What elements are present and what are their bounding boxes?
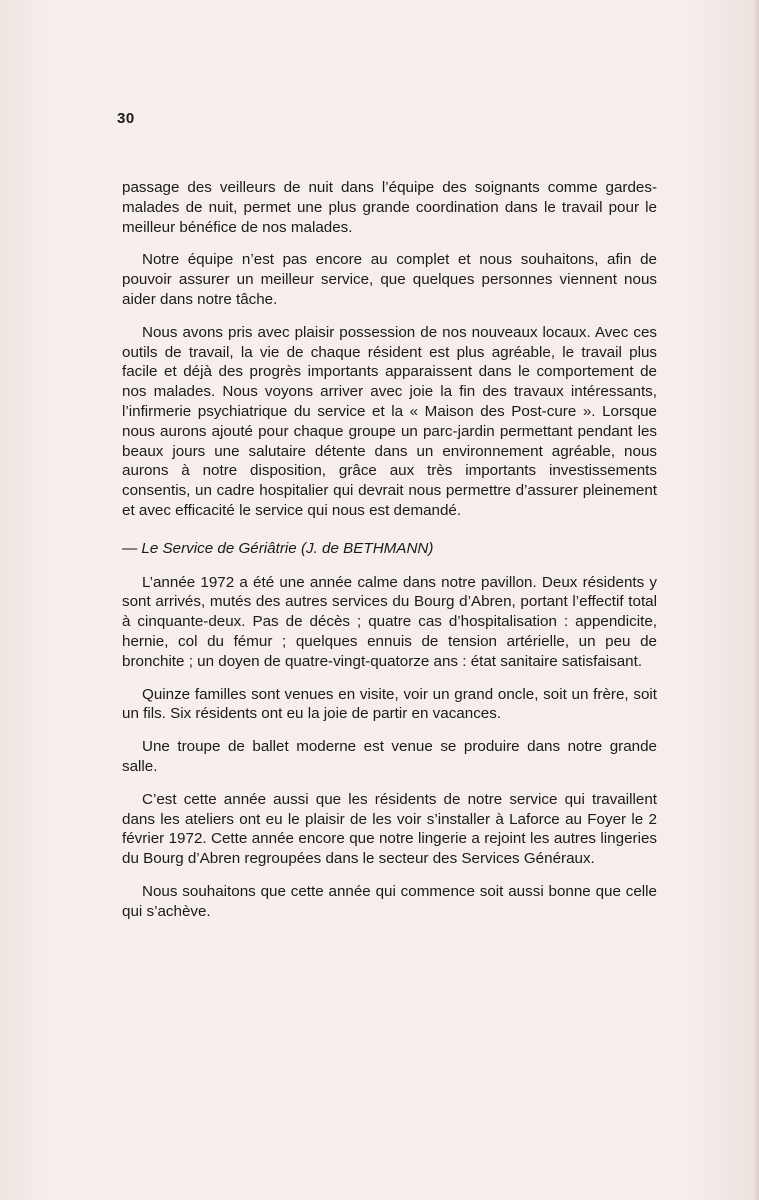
paragraph-new-premises: Nous avons pris avec plaisir possession de nos nouveaux locaux. Avec ces outils de travail, la vie de chaque résident est plus agréable, le travail plus facile et déjà des progrès importants apparaissent dans le comportement de nos malades. Nous voyons arriver avec joie la fin des travaux intéressants, l’infirmerie psychiatrique du service et la « Maison des Post-cure ». Lorsque nous aurons ajouté pour chaque groupe un parc-jardin permettant pendant les beaux jours une salutaire détente dans un environnement agréable, nous aurons à notre disposition, grâce aux très importants investissements consentis, un cadre hospitalier qui devrait nous permettre d’assurer pleinement et avec efficacité le service qui nous est demandé.	[122, 323, 657, 519]
page-body	[122, 178, 657, 935]
page-number: 30	[117, 110, 135, 127]
paragraph-ballet: Une troupe de ballet moderne est venue se produire dans notre grande salle.	[122, 738, 657, 775]
paragraph-year-1972: L’année 1972 a été une année calme dans notre pavillon. Deux résidents y sont arrivés, mutés des autres services du Bourg d’Abren, portant l’effectif total à cinquante-deux. Pas de décès ; quatre cas d’hospitalisation : appendicite, hernie, col du fémur ; quelques ennuis de tension artérielle, un peu de bronchite ; un doyen de quatre-vingt-quatorze ans : état sanitaire satisfaisant.	[122, 573, 657, 670]
paragraph-continuation: passage des veilleurs de nuit dans l’équipe des soignants comme gardes-malades de nuit, permet une plus grande coordination dans le travail pour le meilleur bénéfice de nos malades.	[122, 179, 657, 236]
paragraph-team: Notre équipe n’est pas encore au complet et nous souhaitons, afin de pouvoir assurer un meilleur service, que quelques personnes viennent nous aider dans notre tâche.	[122, 251, 657, 308]
section-heading-geriatrics: — Le Service de Gériâtrie (J. de BETHMANN)	[122, 539, 434, 557]
page-edge-shadow	[753, 0, 759, 1200]
paragraph-family-visits: Quinze familles sont venues en visite, voir un grand oncle, soit un frère, soit un fils. Six résidents ont eu la joie de partir en vacances.	[122, 685, 657, 723]
paragraph-closing-wish: Nous souhaitons que cette année qui commence soit aussi bonne que celle qui s’achève.	[122, 882, 657, 920]
paragraph-workshops: C’est cette année aussi que les résidents de notre service qui travaillent dans les ateliers ont eu le plaisir de les voir s’installer à Laforce au Foyer le 2 février 1972. Cette année encore que notre lingerie a rejoint les autres lingeries du Bourg d’Abren regroupées dans le secteur des Services Généraux.	[122, 790, 657, 868]
